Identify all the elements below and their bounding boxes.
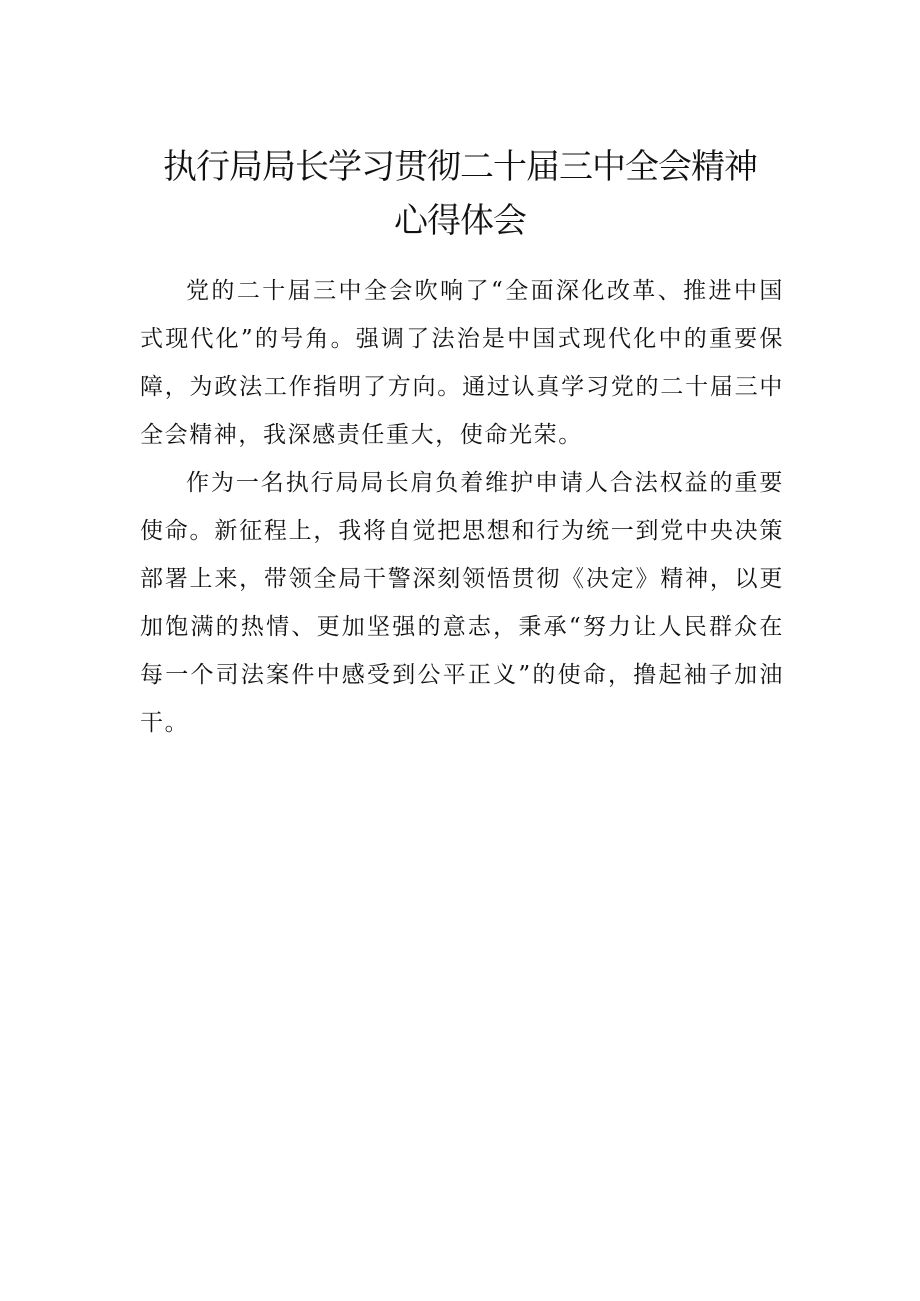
document-body — [140, 267, 784, 747]
document-title — [100, 140, 820, 248]
paragraph-1: 党的二十届三中全会吹响了“全面深化改革、推进中国式现代化”的号角。强调了法治是中国式现代化中的重要保障，为政法工作指明了方向。通过认真学习党的二十届三中全会精神，我深感责任重大，使命光荣。 — [140, 278, 784, 448]
title-line-2: 心得体会 — [394, 201, 526, 241]
title-line-1: 执行局局长学习贯彻二十届三中全会精神 — [163, 147, 757, 187]
paragraph-2: 作为一名执行局局长肩负着维护申请人合法权益的重要使命。新征程上，我将自觉把思想和行为统一到党中央决策部署上来，带领全局干警深刻领悟贯彻《决定》精神，以更加饱满的热情、更加坚强的意志，秉承“努力让人民群众在每一个司法案件中感受到公平正义”的使命，撸起袖子加油干。 — [140, 470, 784, 736]
